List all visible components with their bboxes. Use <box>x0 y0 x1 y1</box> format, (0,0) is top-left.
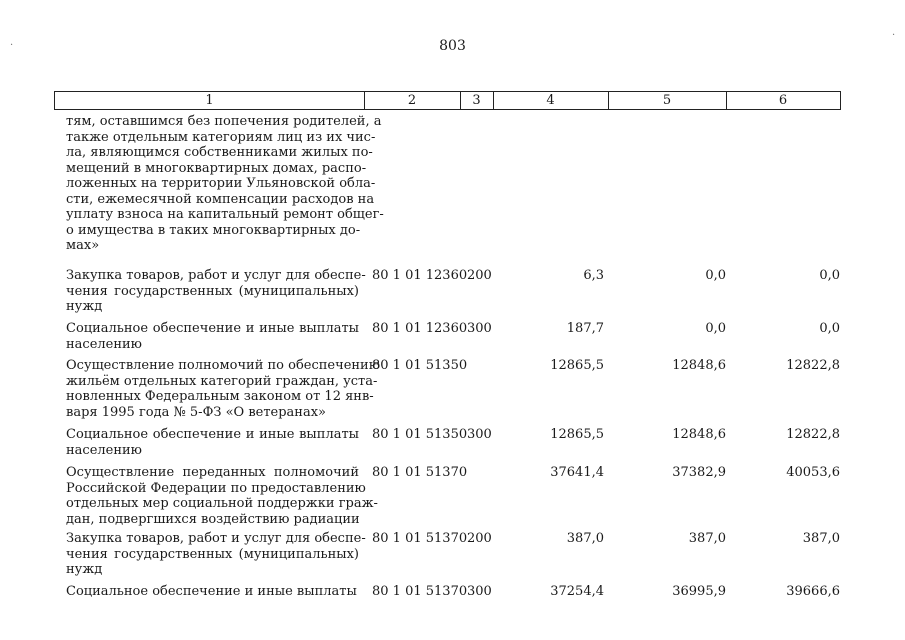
row-value-col5: 0,0 <box>705 321 726 336</box>
row-description-line: отдельных мер социальной поддержки граж- <box>66 496 378 511</box>
row-description-line: населению <box>66 336 142 352</box>
row-description-line: варя 1995 года № 5-ФЗ «О ветеранах» <box>66 404 326 420</box>
row-description-line: чения государственных (муниципальных) <box>66 283 359 299</box>
row-description-line: Закупка товаров, работ и услуг для обеспе- <box>66 531 366 546</box>
description-line: также отдельным категориям лиц из их чис- <box>66 129 376 145</box>
row-expense-type: 300 <box>467 321 492 336</box>
table-header <box>54 91 841 110</box>
row-description-line: Социальное обеспечение и иные выплаты <box>66 427 359 442</box>
row-expense-type: 200 <box>467 531 492 546</box>
row-value-col6: 12822,8 <box>786 358 840 373</box>
row-description-line: Социальное обеспечение и иные выплаты <box>66 584 357 599</box>
row-expense-type: 200 <box>467 268 492 283</box>
page-number: 803 <box>439 38 466 54</box>
row-description-line: новленных Федеральным законом от 12 янв- <box>66 389 374 404</box>
row-value-col6: 0,0 <box>819 268 840 283</box>
row-description-line: Закупка товаров, работ и услуг для обеспе- <box>66 268 366 283</box>
row-value-col4: 187,7 <box>566 321 604 336</box>
row-code: 80 1 01 12360 <box>372 321 468 336</box>
description-line: ла, являющимся собственниками жилых по- <box>66 145 373 160</box>
row-value-col5: 12848,6 <box>672 427 726 442</box>
row-description-line: жильём отдельных категорий граждан, уста- <box>66 373 378 389</box>
row-expense-type: 300 <box>467 427 492 442</box>
description-line: мещений в многоквартирных домах, распо- <box>66 160 367 176</box>
row-description-line: Осуществление полномочий по обеспечению <box>66 358 381 373</box>
row-description-line: Осуществление переданных полномочий <box>66 465 359 480</box>
row-value-col5: 12848,6 <box>672 358 726 373</box>
header-col-6: 6 <box>778 93 788 108</box>
row-value-col6: 0,0 <box>819 321 840 336</box>
scan-mark: · <box>892 30 896 41</box>
row-description-line: населению <box>66 442 142 458</box>
row-code: 80 1 01 51350 <box>372 358 468 373</box>
header-col-2: 2 <box>407 93 417 108</box>
row-value-col5: 36995,9 <box>672 584 726 599</box>
row-description-line: дан, подвергшихся воздействию радиации <box>66 511 360 527</box>
description-line: о имущества в таких многоквартирных до- <box>66 222 361 238</box>
row-value-col6: 387,0 <box>802 531 840 546</box>
row-value-col6: 12822,8 <box>786 427 840 442</box>
row-code: 80 1 01 51370 <box>372 465 468 480</box>
row-description-line: чения государственных (муниципальных) <box>66 546 359 562</box>
row-code: 80 1 01 51350 <box>372 427 468 442</box>
description-line: сти, ежемесячной компенсации расходов на <box>66 191 375 207</box>
description-line: ложенных на территории Ульяновской обла- <box>66 176 376 191</box>
row-value-col6: 39666,6 <box>786 584 840 599</box>
header-col-4: 4 <box>546 93 555 108</box>
row-code: 80 1 01 51370 <box>372 531 468 546</box>
description-line: тям, оставшимся без попечения родителей, а <box>66 114 382 129</box>
header-col-5: 5 <box>662 93 672 108</box>
header-col-3: 3 <box>472 93 481 108</box>
row-value-col5: 37382,9 <box>672 465 726 480</box>
row-description-line: нужд <box>66 299 103 314</box>
row-expense-type: 300 <box>467 584 492 599</box>
header-col-1: 1 <box>205 93 214 108</box>
row-value-col4: 37254,4 <box>550 584 604 599</box>
scan-mark: · <box>10 40 14 51</box>
row-value-col4: 37641,4 <box>550 465 604 480</box>
row-value-col4: 6,3 <box>583 268 604 283</box>
description-line: мах» <box>66 238 100 253</box>
row-value-col4: 387,0 <box>566 531 604 546</box>
row-value-col6: 40053,6 <box>786 465 840 480</box>
row-description-line: Российской Федерации по предоставлению <box>66 480 366 496</box>
row-code: 80 1 01 51370 <box>372 584 468 599</box>
row-code: 80 1 01 12360 <box>372 268 468 283</box>
row-description-line: нужд <box>66 562 103 577</box>
row-value-col5: 0,0 <box>705 268 726 283</box>
row-value-col5: 387,0 <box>688 531 726 546</box>
row-value-col4: 12865,5 <box>550 358 604 373</box>
row-description-line: Социальное обеспечение и иные выплаты <box>66 321 359 336</box>
description-line: уплату взноса на капитальный ремонт общег- <box>66 207 384 222</box>
row-value-col4: 12865,5 <box>550 427 604 442</box>
